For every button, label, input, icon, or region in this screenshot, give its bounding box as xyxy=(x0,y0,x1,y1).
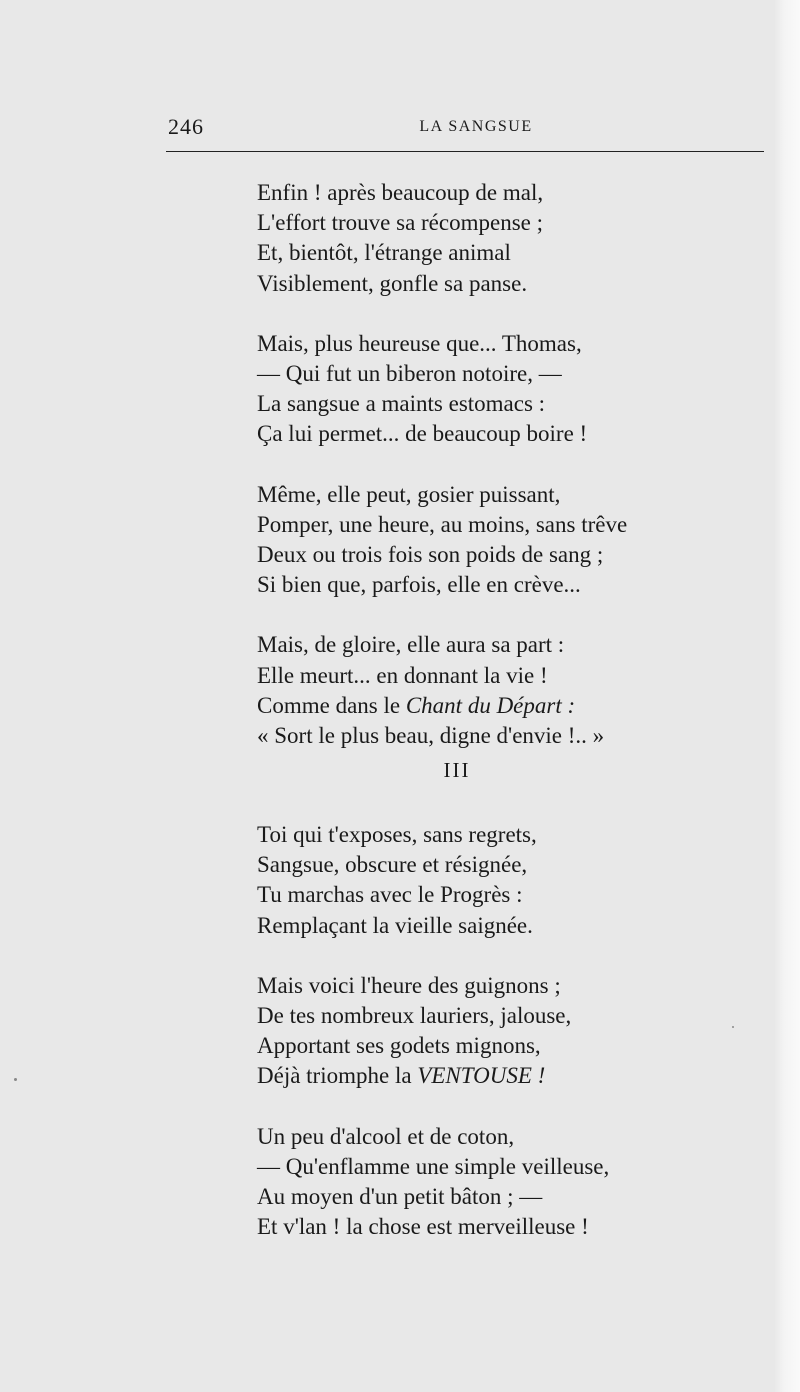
verse-line: Enfin ! après beaucoup de mal, xyxy=(257,180,544,205)
stanza xyxy=(257,820,717,941)
header-rule xyxy=(166,151,764,152)
verse-line-with-title xyxy=(257,691,717,721)
stanza xyxy=(257,971,717,1092)
verse-line: L'effort trouve sa récompense ; xyxy=(257,210,543,236)
poem-part-two xyxy=(257,178,717,751)
song-title-suffix: : xyxy=(561,692,576,718)
verse-line: « Sort le plus beau, digne d'envie !.. » xyxy=(257,723,605,749)
stanza xyxy=(257,1122,717,1243)
stanza xyxy=(257,480,717,601)
page-number: 246 xyxy=(168,114,204,139)
verse-line-with-italic xyxy=(257,1061,717,1091)
verse-line: Et v'lan ! la chose est merveilleuse ! xyxy=(257,1214,589,1240)
verse-line: Visiblement, gonfle sa panse. xyxy=(257,270,528,296)
verse-line: Pomper, une heure, au moins, sans trêve xyxy=(257,511,628,537)
verse-line: Sangsue, obscure et résignée, xyxy=(257,852,528,878)
page-header xyxy=(168,112,764,152)
verse-line: Si bien que, parfois, elle en crève... xyxy=(257,572,581,598)
verse-line: Tu marchas avec le Progrès : xyxy=(257,882,523,908)
verse-line: Mais voici l'heure des guignons ; xyxy=(257,972,561,998)
verse-line: Et, bientôt, l'étrange animal xyxy=(257,240,511,266)
verse-line: — Qui fut un biberon notoire, — xyxy=(257,361,562,387)
paper-speck xyxy=(732,1026,734,1028)
verse-line: Un peu d'alcool et de coton, xyxy=(257,1123,515,1149)
verse-line: — Qu'enflamme une simple veilleuse, xyxy=(257,1153,610,1179)
stanza xyxy=(257,178,717,299)
verse-line-text: Comme dans le xyxy=(257,692,406,718)
paper-speck xyxy=(14,1078,17,1081)
verse-line: Même, elle peut, gosier puissant, xyxy=(257,481,561,507)
song-title: Chant du Départ xyxy=(405,692,562,718)
section-number: III xyxy=(443,758,471,782)
stanza xyxy=(257,329,717,450)
verse-line: La sangsue a maints estomacs : xyxy=(257,391,546,417)
verse-line: De tes nombreux lauriers, jalouse, xyxy=(257,1003,572,1029)
poem-part-three xyxy=(257,820,717,1242)
verse-line: Au moyen d'un petit bâton ; — xyxy=(257,1184,543,1210)
verse-line: Mais, de gloire, elle aura sa part : xyxy=(257,632,565,658)
verse-line: Mais, plus heureuse que... Thomas, xyxy=(257,330,582,356)
running-title: LA SANGSUE xyxy=(419,118,533,135)
verse-line: Toi qui t'exposes, sans regrets, xyxy=(257,822,537,847)
verse-line-text: Déjà triomphe la xyxy=(257,1063,418,1089)
verse-line: Remplaçant la vieille saignée. xyxy=(257,912,533,938)
verse-line: Elle meurt... en donnant la vie ! xyxy=(257,662,548,688)
verse-line: Ça lui permet... de beaucoup boire ! xyxy=(257,421,588,447)
page-edge xyxy=(774,0,800,1392)
verse-line: Apportant ses godets mignons, xyxy=(257,1033,541,1059)
verse-line: Deux ou trois fois son poids de sang ; xyxy=(257,542,604,568)
stanza xyxy=(257,630,717,751)
italic-word: VENTOUSE ! xyxy=(417,1063,546,1089)
